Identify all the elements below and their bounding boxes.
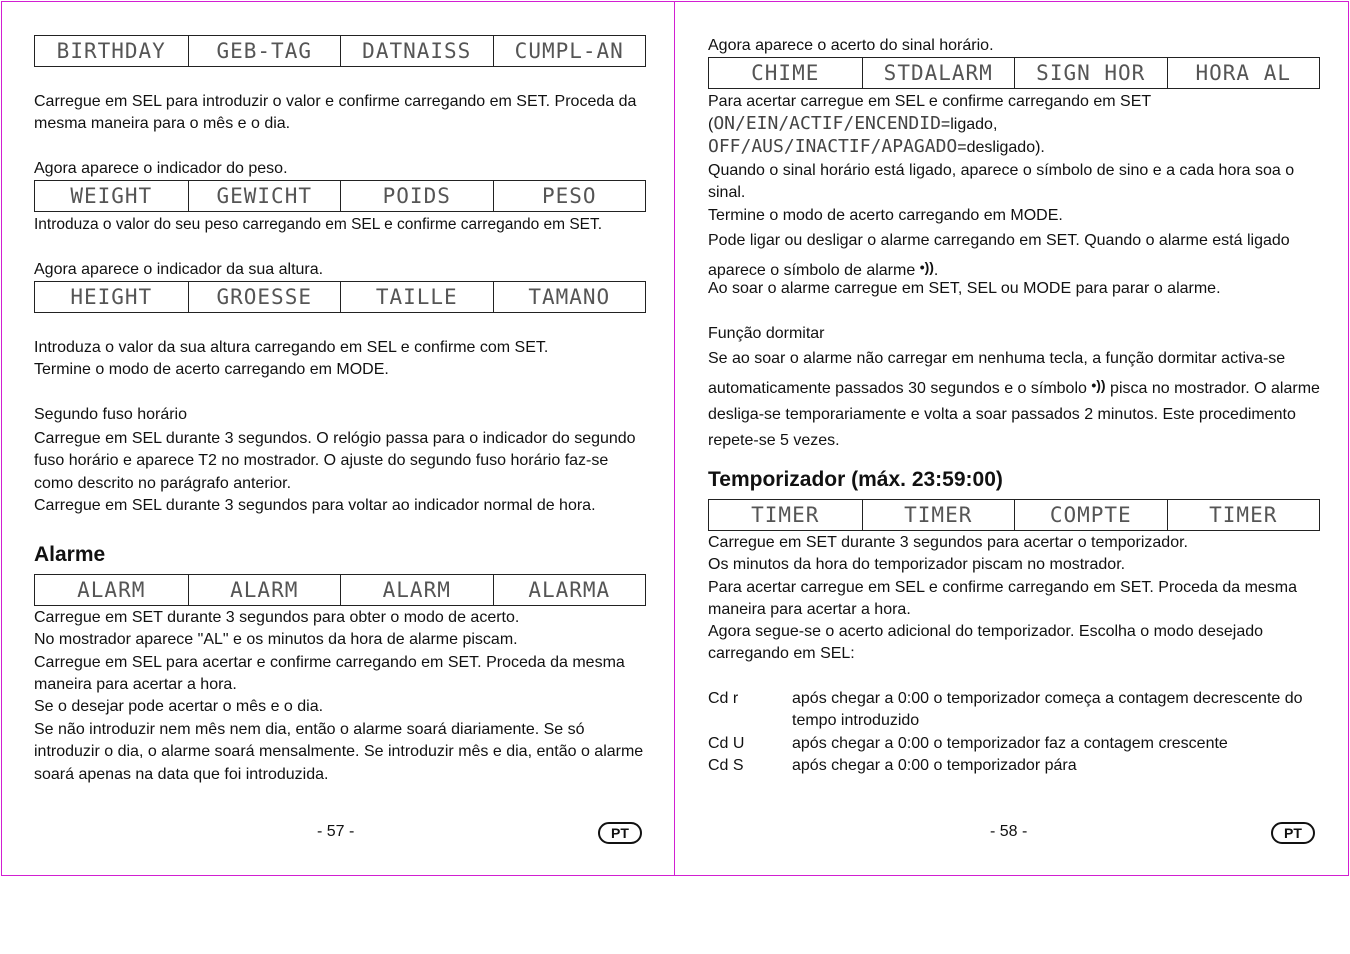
paragraph-snooze xyxy=(708,346,1320,454)
lcd-cell: CUMPL-AN xyxy=(493,36,646,66)
lcd-cell: PESO xyxy=(493,181,646,211)
text: Se ao soar o alarme não carregar em nenhuma tecla, a função dormitar activa-se automaticamente passados 30 segundos e o símbolo xyxy=(708,350,1286,397)
paragraph: Se não introduzir nem mês nem dia, então o alarme soará diariamente. Se só introduzir o dia, o alarme soará mensalmente. Se introduzir mês e dia, então o alarme soará apenas na data que foi introduzida. xyxy=(34,721,644,783)
paragraph: Termine o modo de acerto carregando em MODE. xyxy=(708,207,1063,224)
page-58 xyxy=(674,1,1349,876)
paragraph: Quando o sinal horário está ligado, aparece o símbolo de sino e a cada hora soa o sinal. xyxy=(708,162,1295,202)
mode-description: após chegar a 0:00 o temporizador começa a contagem decrescente do tempo introduzido xyxy=(792,690,1303,730)
list-item xyxy=(708,688,1320,733)
paragraph-alarm-symbol xyxy=(708,227,1320,284)
lcd-row-chime xyxy=(708,57,1320,89)
mode-code: Cd r xyxy=(708,690,739,707)
paragraph: Os minutos da hora do temporizador piscam no mostrador. xyxy=(708,556,1126,573)
list-item xyxy=(708,755,1320,777)
section-heading-alarm: Alarme xyxy=(34,543,106,566)
lcd-cell: BIRTHDAY xyxy=(56,39,166,63)
lcd-cell: GEB-TAG xyxy=(188,36,341,66)
paragraph: Carregue em SET durante 3 segundos para obter o modo de acerto. xyxy=(34,609,520,626)
on-values-line xyxy=(708,113,1320,136)
paragraph: Para acertar carregue em SEL e confirme carregando em SET xyxy=(708,93,1152,110)
language-badge: PT xyxy=(598,822,642,844)
section-heading-second-timezone: Segundo fuso horário xyxy=(34,406,187,423)
paragraph: No mostrador aparece "AL" e os minutos da hora de alarme piscam. xyxy=(34,631,518,648)
list-item xyxy=(708,733,1320,755)
alarm-bell-icon: •)) xyxy=(919,259,934,275)
lcd-cell: CHIME xyxy=(751,61,820,85)
lcd-cell: GROESSE xyxy=(188,282,341,312)
lcd-cell: WEIGHT xyxy=(70,184,153,208)
paragraph: Agora aparece o indicador da sua altura. xyxy=(34,261,324,278)
language-badge: PT xyxy=(1271,822,1315,844)
lcd-cell: GEWICHT xyxy=(188,181,341,211)
mode-code: Cd S xyxy=(708,757,744,775)
lcd-cell: ALARM xyxy=(77,578,146,602)
paragraph: Para acertar carregue em SEL e confirme carregando em SET. Proceda da mesma maneira para acertar a hora. xyxy=(708,579,1298,619)
paragraph: Introduza o valor do seu peso carregando em SEL e confirme carregando em SET. xyxy=(34,216,603,233)
mode-description: após chegar a 0:00 o temporizador pára xyxy=(792,757,1077,775)
lcd-row-alarm xyxy=(34,574,646,606)
off-label: =desligado). xyxy=(957,139,1045,156)
lcd-row-timer xyxy=(708,499,1320,531)
lcd-row-birthday xyxy=(34,35,646,67)
lcd-cell: COMPTE xyxy=(1014,500,1167,530)
lcd-cell: TIMER xyxy=(862,500,1015,530)
lcd-cell: ALARMA xyxy=(493,575,646,605)
text: . xyxy=(933,262,939,279)
paragraph: Carregue em SEL durante 3 segundos para voltar ao indicador normal de hora. xyxy=(34,497,596,514)
section-heading-snooze: Função dormitar xyxy=(708,325,825,342)
snooze-bell-icon: •)) xyxy=(1091,377,1106,393)
paragraph: Carregue em SEL para acertar e confirme carregando em SET. Proceda da mesma maneira para acertar a hora. xyxy=(34,654,625,694)
paragraph: Carregue em SEL durante 3 segundos. O relógio passa para o indicador do segundo fuso horário e aparece T2 no mostrador. O ajuste do segundo fuso horário faz-se como descrito no parágrafo anterior. xyxy=(34,430,636,492)
lcd-cell: STDALARM xyxy=(862,58,1015,88)
paragraph: Introduza o valor da sua altura carregando em SEL e confirme com SET. xyxy=(34,339,549,356)
lcd-cell: HEIGHT xyxy=(70,285,153,309)
paragraph: Ao soar o alarme carregue em SET, SEL ou MODE para parar o alarme. xyxy=(708,280,1221,297)
lcd-cell: ALARM xyxy=(188,575,341,605)
lcd-row-weight xyxy=(34,180,646,212)
text: pisca no mostrador. O alarme desliga-se temporariamente e volta a soar passados 2 minutos. Este procedimento repete-se 5 vezes. xyxy=(708,380,1320,449)
section-heading-timer: Temporizador (máx. 23:59:00) xyxy=(708,468,1003,491)
lcd-cell: TAILLE xyxy=(340,282,493,312)
lcd-cell: TIMER xyxy=(1167,500,1320,530)
paragraph: Termine o modo de acerto carregando em MODE. xyxy=(34,361,389,378)
page-number: - 57 - xyxy=(317,823,355,840)
paragraph: Agora segue-se o acerto adicional do temporizador. Escolha o modo desejado carregando em SEL: xyxy=(708,623,1264,663)
lcd-cell: ALARM xyxy=(340,575,493,605)
text: Pode ligar ou desligar o alarme carregando em SET. Quando o alarme está ligado aparece o símbolo de alarme xyxy=(708,232,1290,279)
page-number: - 58 - xyxy=(990,823,1028,840)
paragraph: Carregue em SET durante 3 segundos para acertar o temporizador. xyxy=(708,534,1188,551)
lcd-cell: TAMANO xyxy=(493,282,646,312)
paragraph: Se o desejar pode acertar o mês e o dia. xyxy=(34,698,324,715)
on-values: ON/EIN/ACTIF/ENCENDID xyxy=(713,113,941,134)
lcd-cell: DATNAISS xyxy=(340,36,493,66)
paragraph: Agora aparece o indicador do peso. xyxy=(34,160,288,177)
paren: ( xyxy=(708,116,714,133)
off-values: OFF/AUS/INACTIF/APAGADO xyxy=(708,136,958,157)
mode-description: após chegar a 0:00 o temporizador faz a contagem crescente xyxy=(792,734,1228,752)
lcd-cell: POIDS xyxy=(340,181,493,211)
lcd-row-height xyxy=(34,281,646,313)
paragraph: Carregue em SEL para introduzir o valor e confirme carregando em SET. Proceda da mesma maneira para o mês e o dia. xyxy=(34,93,637,133)
lcd-cell: HORA AL xyxy=(1167,58,1320,88)
on-label: =ligado, xyxy=(940,116,998,133)
lcd-cell: SIGN HOR xyxy=(1014,58,1167,88)
paragraph: Agora aparece o acerto do sinal horário. xyxy=(708,37,994,54)
mode-code: Cd U xyxy=(708,734,745,752)
timer-mode-list xyxy=(708,688,1320,778)
lcd-cell: TIMER xyxy=(751,503,820,527)
page-57 xyxy=(1,1,675,876)
off-values-line xyxy=(708,136,1320,159)
